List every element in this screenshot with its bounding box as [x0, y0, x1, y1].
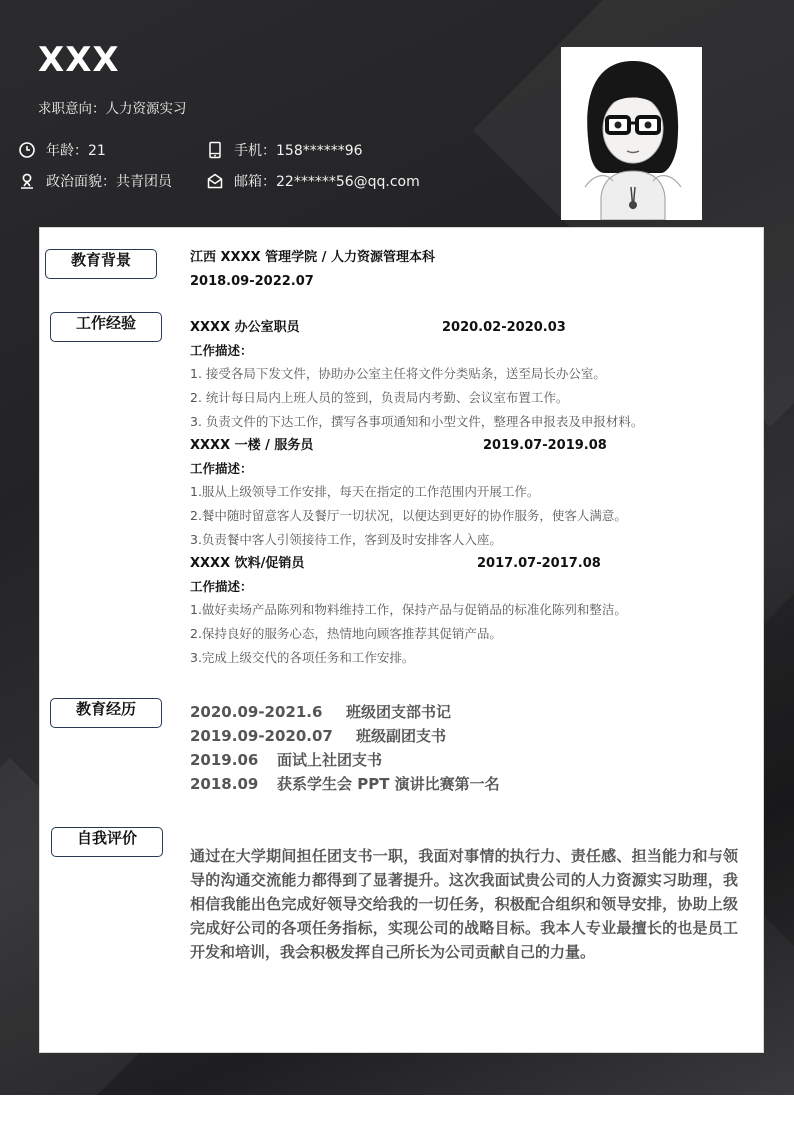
- job-title: XXXX 办公室职员: [190, 320, 300, 335]
- job-header: [190, 434, 750, 458]
- section-label-education-background: 教育背景: [45, 249, 157, 279]
- campus-experience-item: [190, 772, 750, 796]
- job-period: 2019.07-2019.08: [483, 438, 607, 453]
- job-header: [190, 552, 750, 576]
- job-duty: 2.餐中随时留意客人及餐厅一切状况，以便达到更好的协作服务，使客人满意。: [190, 508, 627, 523]
- section-label-work-experience: 工作经验: [50, 312, 162, 342]
- job-entry: [190, 552, 750, 670]
- clock-icon: [18, 141, 36, 159]
- job-desc-title: 工作描述：: [190, 343, 253, 358]
- resume-card: [39, 227, 764, 1053]
- job-duty: 2. 统计每日局内上班人员的签到，负责局内考勤、会议室布置工作。: [190, 390, 569, 405]
- school-major: 江西 XXXX 管理学院 / 人力资源管理本科: [190, 250, 435, 265]
- job-title: XXXX 饮料/促销员: [190, 556, 305, 571]
- job-objective: 求职意向：人力资源实习: [38, 101, 187, 117]
- section-label-self-evaluation: 自我评价: [51, 827, 163, 857]
- campus-role: 获系学生会 PPT 演讲比赛第一名: [277, 775, 500, 793]
- politics-info: [18, 171, 172, 191]
- job-duty: 3. 负责文件的下达工作，撰写各事项通知和小型文件，整理各申报表及申报材料。: [190, 414, 644, 429]
- mobile-phone-icon: [206, 141, 224, 159]
- job-title: XXXX 一楼 / 服务员: [190, 438, 314, 453]
- candidate-name: XXX: [38, 40, 120, 80]
- politics-text: 政治面貌：共青团员: [46, 174, 172, 190]
- campus-date: 2018.09: [190, 775, 259, 793]
- email-text: 邮箱：22******56@qq.com: [234, 174, 420, 190]
- job-desc-title: 工作描述：: [190, 579, 253, 594]
- job-entry: [190, 316, 750, 434]
- self-evaluation-text: 通过在大学期间担任团支书一职，我面对事情的执行力、责任感、担当能力和与领导的沟通交流能力都得到了显著提升。这次我面试贵公司的人力资源实习助理，我相信我能出色完成好领导交给我的一切任务，积极配合组织和领导安排，协助上级完成好公司的各项任务指标，实现公司的战略目标。我本人专业最擅长的也是员工开发和培训，我会积极发挥自己所长为公司贡献自己的力量。: [190, 847, 738, 961]
- job-entry: [190, 434, 750, 552]
- job-duty: 2.保持良好的服务心态，热情地向顾客推荐其促销产品。: [190, 626, 502, 641]
- job-period: 2017.07-2017.08: [477, 556, 601, 571]
- campus-date: 2019.09-2020.07: [190, 727, 333, 745]
- person-icon: [18, 172, 36, 190]
- job-period: 2020.02-2020.03: [442, 320, 566, 335]
- campus-role: 班级副团支书: [356, 727, 447, 745]
- campus-experience-item: [190, 700, 750, 724]
- age-info: [18, 140, 106, 160]
- job-duty: 1.做好卖场产品陈列和物料维持工作，保持产品与促销品的标准化陈列和整洁。: [190, 602, 627, 617]
- education-background-content: [190, 246, 750, 294]
- profile-photo: [561, 47, 702, 220]
- phone-text: 手机：158******96: [234, 143, 363, 159]
- job-duty: 3.完成上级交代的各项任务和工作安排。: [190, 650, 415, 665]
- campus-experience-item: [190, 748, 750, 772]
- campus-role: 班级团支部书记: [346, 703, 452, 721]
- campus-experience-item: [190, 724, 750, 748]
- job-duty: 1.服从上级领导工作安排，每天在指定的工作范围内开展工作。: [190, 484, 540, 499]
- education-period: 2018.09-2022.07: [190, 274, 314, 289]
- avatar-illustration: [561, 47, 702, 220]
- campus-role: 面试上社团支书: [277, 751, 383, 769]
- work-experience-content: [190, 316, 750, 670]
- campus-date: 2019.06: [190, 751, 259, 769]
- job-duty: 3.负责餐中客人引领接待工作，客到及时安排客人入座。: [190, 532, 502, 547]
- job-header: [190, 316, 750, 340]
- job-desc-title: 工作描述：: [190, 461, 253, 476]
- email-info: [206, 171, 420, 191]
- envelope-icon: [206, 172, 224, 190]
- phone-info: [206, 140, 363, 160]
- campus-date: 2020.09-2021.6: [190, 703, 323, 721]
- job-duty: 1. 接受各局下发文件，协助办公室主任将文件分类贴条，送至局长办公室。: [190, 366, 606, 381]
- campus-experience-content: [190, 700, 750, 796]
- age-text: 年龄：21: [46, 143, 106, 159]
- section-label-campus-experience: 教育经历: [50, 698, 162, 728]
